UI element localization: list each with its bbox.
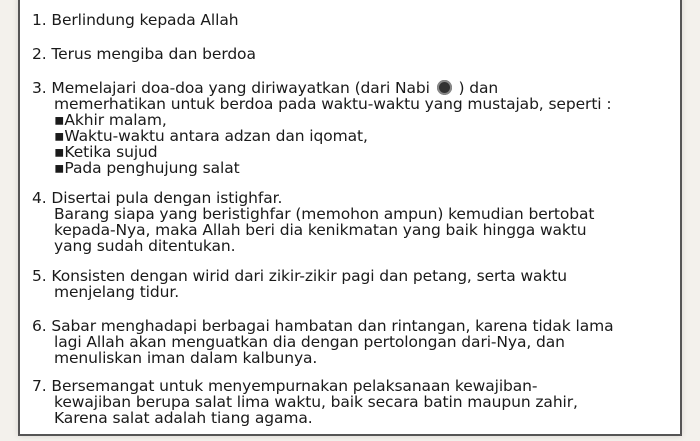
list-item-6: [32, 318, 672, 366]
item-text: menjelang tidur.: [54, 283, 180, 301]
item-text: kepada-Nya, maka Allah beri dia kenikmatan yang baik hingga waktu: [54, 221, 587, 239]
salawat-seal-icon: [437, 80, 452, 95]
bullet-item: ▪Ketika sujud: [54, 143, 158, 161]
item-number: 3.: [32, 79, 47, 97]
list-item-3: [32, 80, 672, 176]
item-text: kewajiban berupa salat lima waktu, baik secara batin maupun zahir,: [54, 393, 578, 411]
item-text: Barang siapa yang beristighfar (memohon ampun) kemudian bertobat: [54, 205, 595, 223]
bullet-item: ▪Akhir malam,: [54, 111, 167, 129]
item-text: yang sudah ditentukan.: [54, 237, 236, 255]
list-item-1: [32, 12, 672, 28]
item-text: Karena salat adalah tiang agama.: [54, 409, 313, 427]
item-text: lagi Allah akan menguatkan dia dengan pertolongan dari-Nya, dan: [54, 333, 565, 351]
item-number: 6.: [32, 317, 47, 335]
item-number: 5.: [32, 267, 47, 285]
item-number: 4.: [32, 189, 47, 207]
item-text: Bersemangat untuk menyempurnakan pelaksanaan kewajiban-: [51, 377, 538, 395]
list-item-7: [32, 378, 672, 426]
list-item-4: [32, 190, 672, 254]
item-text: Memelajari doa-doa yang diriwayatkan (dari Nabi: [51, 79, 430, 97]
item-text: Berlindung kepada Allah: [51, 11, 239, 29]
item-text: ) dan: [458, 79, 499, 97]
item-text: Sabar menghadapi berbagai hambatan dan rintangan, karena tidak lama: [51, 317, 614, 335]
item-number: 2.: [32, 45, 47, 63]
item-text: Konsisten dengan wirid dari zikir-zikir pagi dan petang, serta waktu: [51, 267, 568, 285]
list-item-2: [32, 46, 672, 62]
item-text: Disertai pula dengan istighfar.: [51, 189, 283, 207]
bullet-item: ▪Waktu-waktu antara adzan dan iqomat,: [54, 127, 368, 145]
item-text: Terus mengiba dan berdoa: [51, 45, 256, 63]
bullet-item: ▪Pada penghujung salat: [54, 159, 240, 177]
item-text: menuliskan iman dalam kalbunya.: [54, 349, 318, 367]
item-number: 1.: [32, 11, 47, 29]
list-item-5: [32, 268, 672, 300]
item-number: 7.: [32, 377, 47, 395]
item-text: memerhatikan untuk berdoa pada waktu-waktu yang mustajab, seperti :: [54, 95, 612, 113]
